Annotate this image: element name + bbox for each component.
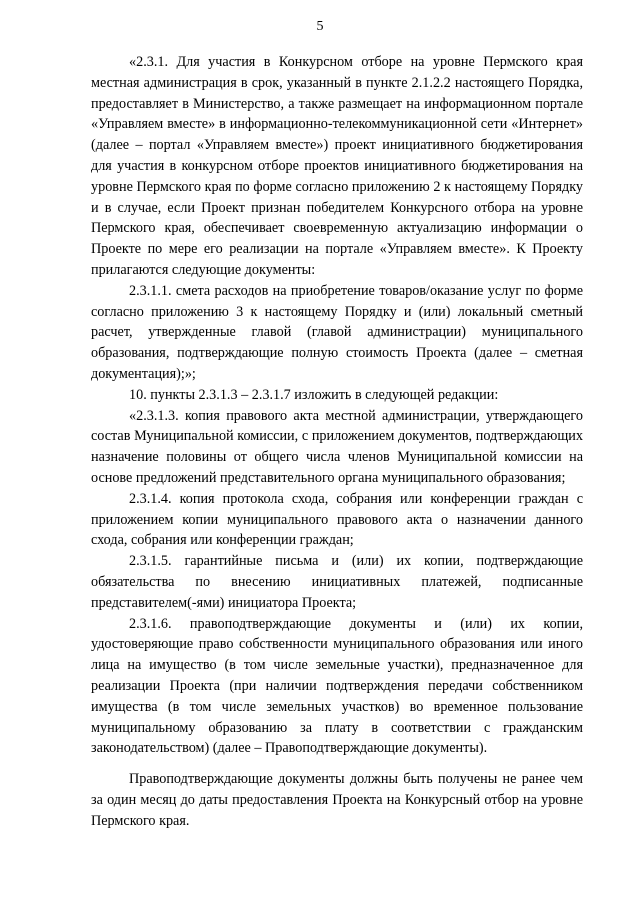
paragraph-2-3-1-6: 2.3.1.6. правоподтверждающие документы и (или) их копии, удостоверяющие право собственности муниципального образования или иного лица на имущество (в том числе земельные участки), предназначенное для реализации Проекта (при наличии подтверждения передачи собственником имущества (в том числе земельных участков) во временное пользование муниципальному образованию за плату в соответствии с гражданским законодательством) (далее – Правоподтверждающие документы).: [91, 615, 583, 757]
document-body: [91, 52, 583, 831]
paragraph-2-3-1-5: 2.3.1.5. гарантийные письма и (или) их копии, подтверждающие обязательства по внесению инициативных платежей, подписанные представителем(-ями) инициатора Проекта;: [91, 553, 583, 611]
paragraph-2-3-1-1: 2.3.1.1. смета расходов на приобретение товаров/оказание услуг по форме согласно приложению 3 к настоящему Порядку и (или) локальный сметный расчет, утвержденные главой (главой администрации) муниципального образования, подтверждающие полную стоимость Проекта (далее – сметная документация);»;: [91, 282, 583, 382]
page-number: 5: [316, 19, 324, 34]
paragraph-2-3-1-4: 2.3.1.4. копия протокола схода, собрания или конференции граждан с приложением копии муниципального правового акта о назначении данного схода, собрания или конференции граждан;: [91, 490, 583, 549]
paragraph-title-documents-requirement: Правоподтверждающие документы должны быть получены не ранее чем за один месяц до даты предоставления Проекта на Конкурсный отбор на уровне Пермского края.: [91, 771, 583, 829]
paragraph-amendment-10: 10. пункты 2.3.1.3 – 2.3.1.7 изложить в следующей редакции:: [129, 386, 499, 403]
paragraph-2-3-1: «2.3.1. Для участия в Конкурсном отборе на уровне Пермского края местная администрация в срок, указанный в пункте 2.1.2.2 настоящего Порядка, предоставляет в Министерство, а также размещает на информационном портале «Управляем вместе» в информационно-телекоммуникационной сети «Интернет» (далее – портал «Управляем вместе») проект инициативного бюджетирования для участия в конкурсном отборе проектов инициативного бюджетирования на уровне Пермского края по форме согласно приложению 2 к настоящему Порядку и в случае, если Проект признан победителем Конкурсного отбора на уровне Пермского края, обеспечивает своевременную актуализацию информации о Проекте по мере его реализации на портале «Управляем вместе». К Проекту прилагаются следующие документы:: [91, 54, 583, 278]
paragraph-2-3-1-3: «2.3.1.3. копия правового акта местной администрации, утверждающего состав Муниципальной комиссии, с приложением документов, подтверждающих назначение половины от общего числа членов Муниципальной комиссии на основе предложений представительного органа муниципального образования;: [91, 407, 583, 486]
